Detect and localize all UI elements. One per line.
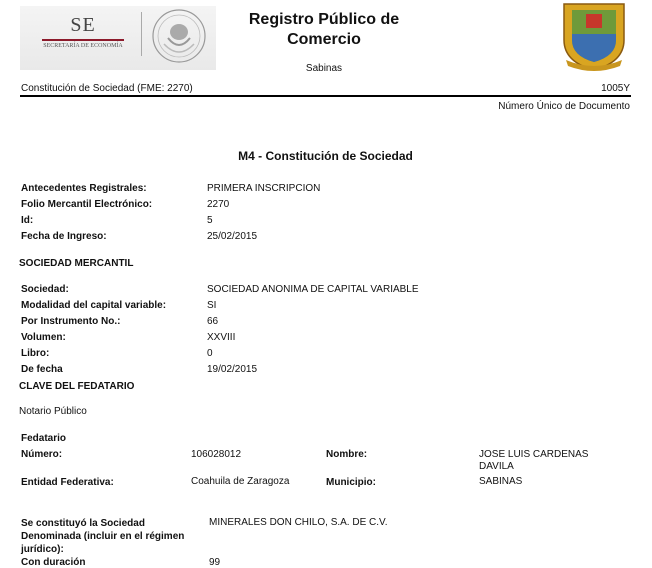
field-label-duracion: Con duración xyxy=(21,557,86,568)
page-title-line-1: Registro Público de xyxy=(248,11,400,28)
field-label-sociedad: Sociedad: xyxy=(21,284,69,295)
se-logo-rule xyxy=(42,39,124,41)
field-label-numero: Número: xyxy=(21,449,63,460)
page-title-line-2: Comercio xyxy=(287,31,361,48)
field-label-antecedentes: Antecedentes Registrales: xyxy=(21,183,147,194)
document-type-caption: Constitución de Sociedad (FME: 2270) xyxy=(21,83,193,94)
se-logo-subtitle: SECRETARÍA DE ECONOMÍA xyxy=(43,43,123,49)
field-label-modalidad: Modalidad del capital variable: xyxy=(21,300,167,311)
field-label-municipio: Municipio: xyxy=(326,477,376,488)
field-value-denominacion: MINERALES DON CHILO, S.A. DE C.V. xyxy=(209,517,388,528)
field-label-denominacion xyxy=(21,517,184,556)
office-city: Sabinas xyxy=(305,63,343,74)
field-value-municipio: SABINAS xyxy=(479,476,523,487)
field-value-nombre-line-1: JOSE LUIS CARDENAS xyxy=(479,449,589,460)
field-label-id: Id: xyxy=(21,215,34,226)
fedatario-subheading: Fedatario xyxy=(21,433,67,444)
field-label-libro: Libro: xyxy=(21,348,50,359)
se-logo xyxy=(38,14,128,54)
document-code: 1005Y xyxy=(601,83,630,94)
field-value-sociedad: SOCIEDAD ANONIMA DE CAPITAL VARIABLE xyxy=(207,284,419,295)
field-label-nombre: Nombre: xyxy=(326,449,368,460)
field-value-nombre-line-2: DAVILA xyxy=(479,461,514,472)
state-shield-icon xyxy=(556,0,632,72)
field-value-modalidad: SI xyxy=(207,300,217,311)
field-label-instrumento: Por Instrumento No.: xyxy=(21,316,121,327)
field-value-id: 5 xyxy=(207,215,213,226)
document-title: M4 - Constitución de Sociedad xyxy=(238,149,413,163)
field-value-volumen: XXVIII xyxy=(207,332,236,343)
field-value-fecha-ingreso: 25/02/2015 xyxy=(207,231,258,242)
field-label-entidad: Entidad Federativa: xyxy=(21,477,114,488)
field-label-de-fecha: De fecha xyxy=(21,364,63,375)
field-label-fecha-ingreso: Fecha de Ingreso: xyxy=(21,231,107,242)
mexican-coat-of-arms-icon xyxy=(150,8,208,64)
field-value-numero: 106028012 xyxy=(191,449,242,460)
field-value-de-fecha: 19/02/2015 xyxy=(207,364,258,375)
header-divider xyxy=(20,95,631,97)
document-code-caption: Número Único de Documento xyxy=(498,101,630,112)
section-heading-fedatario: CLAVE DEL FEDATARIO xyxy=(19,381,135,392)
fedatario-tipo: Notario Público xyxy=(19,406,87,417)
se-logo-letters: SE xyxy=(70,14,96,36)
field-value-duracion: 99 xyxy=(209,557,221,568)
field-label-denominacion-line-2: Denominada (incluir en el régimen xyxy=(21,531,185,542)
logo-divider xyxy=(141,12,142,56)
section-heading-sociedad: SOCIEDAD MERCANTIL xyxy=(19,258,134,269)
page-title xyxy=(230,10,418,50)
field-label-volumen: Volumen: xyxy=(21,332,66,343)
field-value-antecedentes: PRIMERA INSCRIPCION xyxy=(207,183,321,194)
field-label-folio: Folio Mercantil Electrónico: xyxy=(21,199,153,210)
field-value-libro: 0 xyxy=(207,348,213,359)
field-value-folio: 2270 xyxy=(207,199,230,210)
field-value-entidad: Coahuila de Zaragoza xyxy=(191,476,290,487)
field-value-instrumento: 66 xyxy=(207,316,219,327)
field-label-denominacion-line-3: jurídico): xyxy=(21,544,64,555)
field-label-denominacion-line-1: Se constituyó la Sociedad xyxy=(21,518,145,529)
